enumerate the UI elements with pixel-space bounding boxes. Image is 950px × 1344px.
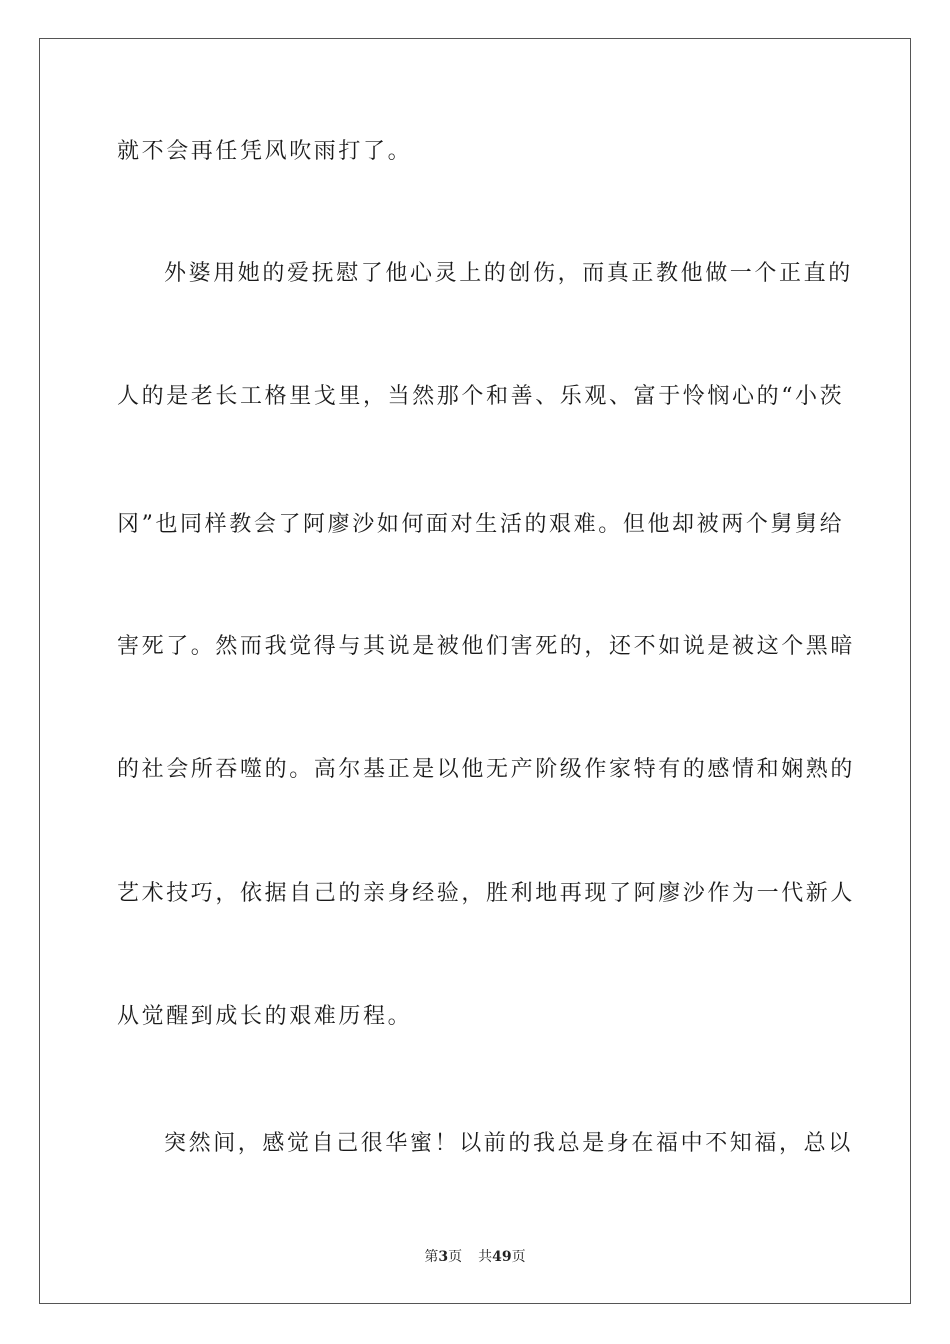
text-line-8: 从觉醒到成长的艰难历程。 (117, 1004, 413, 1029)
text-line-3: 人的是老长工格里戈里，当然那个和善、乐观、富于怜悯心的“小茨 (117, 384, 845, 409)
total-label-suffix: 页 (511, 1249, 526, 1265)
page-label-prefix: 第 (424, 1249, 439, 1265)
page-label-suffix: 页 (448, 1249, 463, 1265)
text-line-9: 突然间，感觉自己很华蜜！以前的我总是身在福中不知福，总以 (164, 1131, 853, 1156)
text-line-2: 外婆用她的爱抚慰了他心灵上的创伤，而真正教他做一个正直的 (164, 261, 853, 286)
text-line-5: 害死了。然而我觉得与其说是被他们害死的，还不如说是被这个黑暗 (117, 634, 856, 659)
text-line-6: 的社会所吞噬的。高尔基正是以他无产阶级作家特有的感情和娴熟的 (117, 757, 856, 782)
current-page-number: 3 (438, 1249, 449, 1265)
text-line-7: 艺术技巧，依据自己的亲身经验，胜利地再现了阿廖沙作为一代新人 (117, 881, 856, 906)
total-pages-number: 49 (492, 1249, 512, 1265)
page-footer (0, 1248, 950, 1266)
page-frame (39, 38, 911, 1304)
text-line-4: 冈”也同样教会了阿廖沙如何面对生活的艰难。但他却被两个舅舅给 (117, 512, 845, 537)
text-line-1: 就不会再任凭风吹雨打了。 (117, 139, 413, 164)
total-label-prefix: 共 (478, 1249, 493, 1265)
